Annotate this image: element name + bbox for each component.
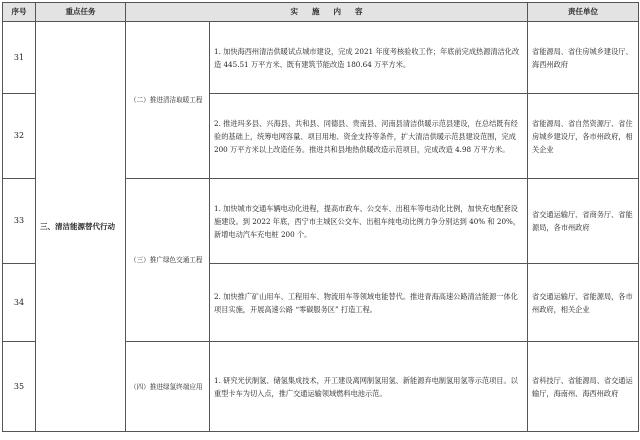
task-table <box>2 2 639 432</box>
row-number: 32 <box>3 94 36 179</box>
row-number: 34 <box>3 264 36 342</box>
subtask-label: （三）推广绿色交通工程 <box>126 179 210 342</box>
task-category: 三、清洁能源替代行动 <box>36 22 126 432</box>
header-no: 序号 <box>3 3 36 22</box>
header-content <box>126 3 528 22</box>
header-task: 重点任务 <box>36 3 126 22</box>
content-cell: 1. 加快海西州清洁供暖试点城市建设，完成 2021 年度考核验收工作；年底前完成热源清洁化改造 445.51 万平方米、既有建筑节能改造 180.64 万平方米。 <box>210 22 528 94</box>
subtask-label: （二）推进清洁取暖工程 <box>126 22 210 179</box>
unit-cell: 省交通运输厅、省商务厅、省能源局，各市州政府 <box>528 179 639 264</box>
content-cell: 2. 加快推广矿山用车、工程用车、物流用车等领域电能替代。推进青海高速公路清洁能源一体化项目实施，开展高速公路 “零碳服务区” 打造工程。 <box>210 264 528 342</box>
unit-cell: 省科技厅、省能源局、省交通运输厅，海南州、海西州政府 <box>528 342 639 432</box>
row-number: 31 <box>3 22 36 94</box>
table-header <box>3 3 639 22</box>
header-unit: 责任单位 <box>528 3 639 22</box>
unit-cell: 省能源局、省住房城乡建设厅、海西州政府 <box>528 22 639 94</box>
subtask-label: （四）推进绿氢终端应用 <box>126 342 210 432</box>
row-number: 35 <box>3 342 36 432</box>
content-cell: 1. 加快城市交通车辆电动化进程，提高市政车、公交车、出租车等电动化比例，加快充电配套设施建设。到 2022 年底，西宁市主城区公交车、出租车纯电动比例力争分别达到 40% 和 20%，新增电动汽车充电桩 200 个。 <box>210 179 528 264</box>
unit-cell: 省能源局、省自然资源厅、省住房城乡建设厅，各市州政府，相关企业 <box>528 94 639 179</box>
content-cell: 2. 推进玛多县、兴海县、共和县、同德县、贵南县、河南县清洁供暖示范县建设，在总结既有经验的基础上，统筹电网容量、项目用地、资金支持等条件，扩大清洁供暖示范县建设范围，完成 200 万平方米以上改造任务。推进共和县地热供暖改造示范项目，完成改造 4.98 万平方米。 <box>210 94 528 179</box>
row-number: 33 <box>3 179 36 264</box>
table-row <box>3 22 639 94</box>
header-content-label: 实施内容 <box>290 7 377 16</box>
content-cell: 1. 研究光伏制氢、储氢集成技术，开工建设离网制氢用氢、新能源弃电制氢用氢等示范项目。以重型卡车为切入点，推广交通运输领域燃料电池示范。 <box>210 342 528 432</box>
unit-cell: 省交通运输厅、省能源局，各市州政府，相关企业 <box>528 264 639 342</box>
